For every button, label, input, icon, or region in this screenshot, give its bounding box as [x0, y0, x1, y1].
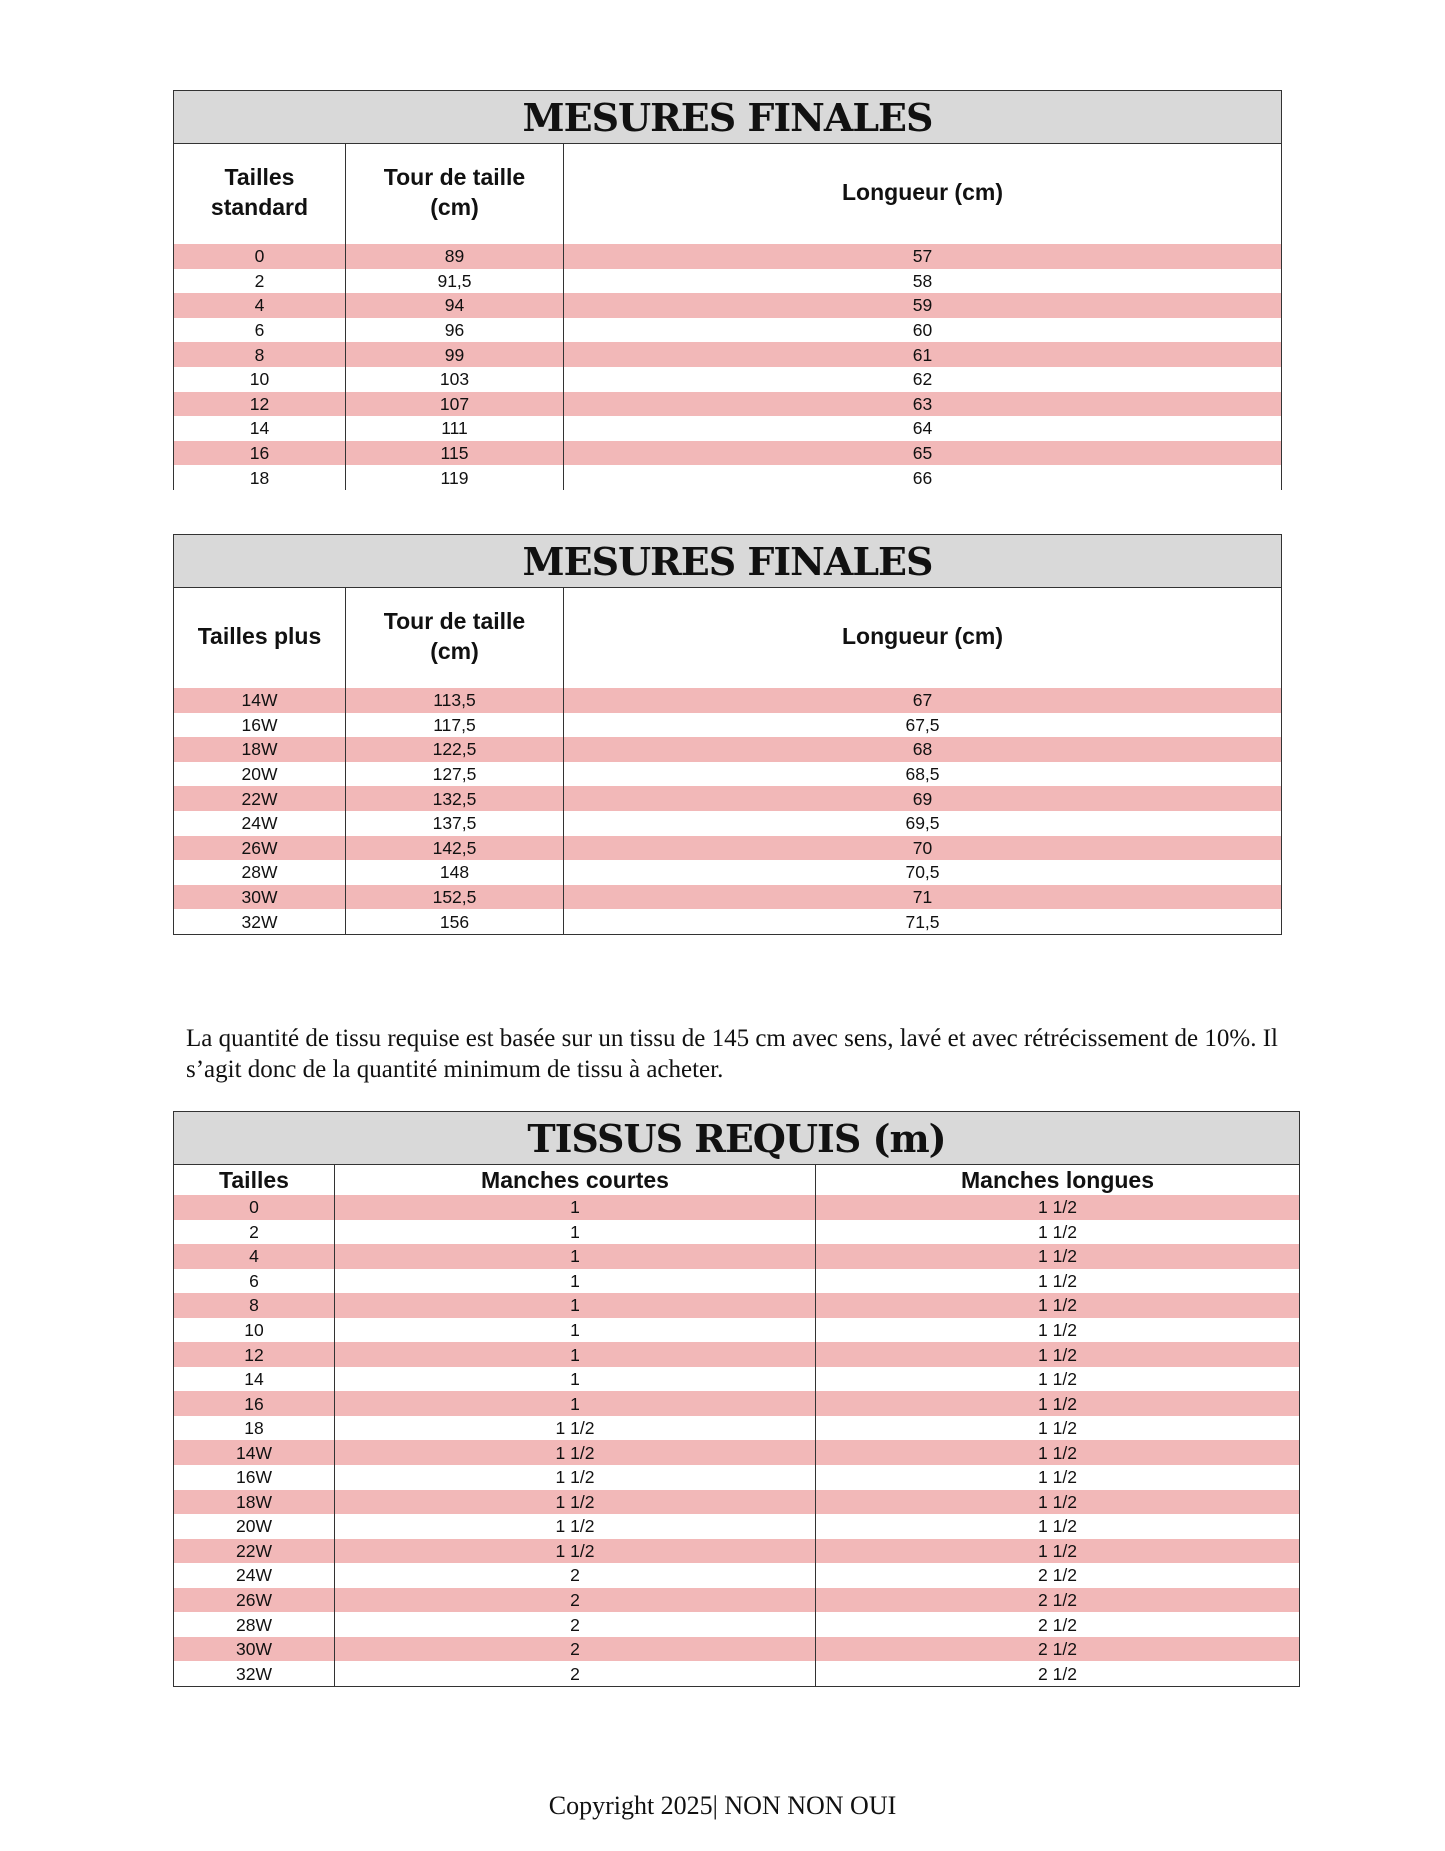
table-cell: 1 1/2 — [816, 1195, 1300, 1220]
table-row — [174, 244, 1282, 269]
table-cell: 1 — [335, 1293, 816, 1318]
table-cell: 156 — [346, 909, 564, 934]
table-cell: 0 — [174, 244, 346, 269]
table-cell: 107 — [346, 392, 564, 417]
table-cell: 1 1/2 — [816, 1539, 1300, 1564]
table-cell: 69,5 — [564, 811, 1282, 836]
table-cell: 4 — [174, 293, 346, 318]
table-cell: 1 1/2 — [816, 1416, 1300, 1441]
table-cell: 1 — [335, 1367, 816, 1392]
table-cell: 30W — [174, 1637, 335, 1662]
table-row — [174, 392, 1282, 417]
table-row — [174, 1220, 1300, 1245]
table-cell: 1 1/2 — [816, 1391, 1300, 1416]
table-row — [174, 688, 1282, 713]
col-header-sizes: Tailles plus — [174, 588, 346, 679]
table-row — [174, 1465, 1300, 1490]
table-cell: 24W — [174, 811, 346, 836]
table-cell: 2 — [335, 1637, 816, 1662]
table-cell: 16W — [174, 1465, 335, 1490]
table-row — [174, 1514, 1300, 1539]
fabric-note: La quantité de tissu requise est basée sur un tissu de 145 cm avec sens, lavé et avec rétrécissement de 10%. Il s’agit donc de la quantité minimum de tissu à acheter. — [186, 1025, 1278, 1083]
table-row — [174, 1637, 1300, 1662]
table-cell: 1 — [335, 1342, 816, 1367]
table-row — [174, 836, 1282, 861]
table-cell: 67 — [564, 688, 1282, 713]
col-header-long-sleeves: Manches longues — [816, 1165, 1300, 1196]
table-cell: 28W — [174, 1612, 335, 1637]
table-cell: 61 — [564, 342, 1282, 367]
table-cell: 14 — [174, 416, 346, 441]
table-cell: 22W — [174, 786, 346, 811]
table-cell: 70 — [564, 836, 1282, 861]
table-cell: 99 — [346, 342, 564, 367]
table-cell: 18W — [174, 1490, 335, 1515]
table-cell: 2 1/2 — [816, 1637, 1300, 1662]
table-cell: 63 — [564, 392, 1282, 417]
table-cell: 26W — [174, 1588, 335, 1613]
table-cell: 22W — [174, 1539, 335, 1564]
table-row — [174, 1612, 1300, 1637]
col-header-waist: Tour de taille (cm) — [346, 144, 564, 235]
copyright-footer: Copyright 2025| NON NON OUI — [548, 1791, 897, 1820]
table-row — [174, 1244, 1300, 1269]
table-cell: 71,5 — [564, 909, 1282, 934]
table-cell: 1 1/2 — [335, 1490, 816, 1515]
table-cell: 1 1/2 — [335, 1539, 816, 1564]
table-cell: 91,5 — [346, 269, 564, 294]
table-row — [174, 1293, 1300, 1318]
table-cell: 2 — [335, 1612, 816, 1637]
table-cell: 1 1/2 — [816, 1465, 1300, 1490]
table-cell: 24W — [174, 1563, 335, 1588]
measurements-plus-body — [174, 535, 1282, 935]
table-cell: 16 — [174, 1391, 335, 1416]
table-cell: 2 — [174, 1220, 335, 1245]
table-cell: 59 — [564, 293, 1282, 318]
table-cell: 8 — [174, 1293, 335, 1318]
table-row — [174, 1269, 1300, 1294]
table-cell: 1 1/2 — [816, 1318, 1300, 1343]
table-cell: 65 — [564, 441, 1282, 466]
table-cell: 1 1/2 — [816, 1269, 1300, 1294]
table-cell: 127,5 — [346, 762, 564, 787]
table-title: TISSUS REQUIS (m) — [174, 1112, 1300, 1165]
table-cell: 152,5 — [346, 885, 564, 910]
measurements-plus-table — [173, 534, 1282, 935]
table-cell: 10 — [174, 1318, 335, 1343]
table-cell: 14W — [174, 1440, 335, 1465]
table-cell: 26W — [174, 836, 346, 861]
table-cell: 2 1/2 — [816, 1588, 1300, 1613]
table-row — [174, 1588, 1300, 1613]
table-cell: 2 1/2 — [816, 1563, 1300, 1588]
table-cell: 14W — [174, 688, 346, 713]
table-cell: 64 — [564, 416, 1282, 441]
table-cell: 1 — [335, 1244, 816, 1269]
col-header-length: Longueur (cm) — [564, 144, 1282, 235]
table-cell: 70,5 — [564, 860, 1282, 885]
table-cell: 66 — [564, 465, 1282, 490]
table-cell: 111 — [346, 416, 564, 441]
table-cell: 89 — [346, 244, 564, 269]
table-cell: 1 1/2 — [335, 1440, 816, 1465]
table-cell: 142,5 — [346, 836, 564, 861]
table-row — [174, 367, 1282, 392]
table-row — [174, 811, 1282, 836]
fabric-required-table — [173, 1111, 1300, 1687]
table-cell: 1 1/2 — [816, 1342, 1300, 1367]
table-row — [174, 737, 1282, 762]
table-row — [174, 786, 1282, 811]
table-cell: 6 — [174, 318, 346, 343]
table-title: MESURES FINALES — [174, 91, 1282, 144]
table-cell: 28W — [174, 860, 346, 885]
table-row — [174, 318, 1282, 343]
table-cell: 18W — [174, 737, 346, 762]
col-header-short-sleeves: Manches courtes — [335, 1165, 816, 1196]
table-cell: 20W — [174, 1514, 335, 1539]
table-cell: 1 — [335, 1220, 816, 1245]
table-cell: 32W — [174, 909, 346, 934]
table-cell: 1 1/2 — [335, 1465, 816, 1490]
table-cell: 1 1/2 — [816, 1440, 1300, 1465]
table-cell: 1 — [335, 1318, 816, 1343]
table-cell: 1 1/2 — [816, 1367, 1300, 1392]
table-cell: 137,5 — [346, 811, 564, 836]
table-cell: 68 — [564, 737, 1282, 762]
table-row — [174, 1391, 1300, 1416]
table-cell: 10 — [174, 367, 346, 392]
table-row — [174, 1367, 1300, 1392]
table-cell: 1 1/2 — [816, 1220, 1300, 1245]
table-cell: 103 — [346, 367, 564, 392]
table-cell: 16 — [174, 441, 346, 466]
table-row — [174, 909, 1282, 934]
table-cell: 2 — [335, 1661, 816, 1686]
table-cell: 1 — [335, 1391, 816, 1416]
fabric-required-body — [174, 1112, 1300, 1687]
table-cell: 2 1/2 — [816, 1612, 1300, 1637]
table-cell: 2 — [335, 1588, 816, 1613]
table-cell: 32W — [174, 1661, 335, 1686]
table-title: MESURES FINALES — [174, 535, 1282, 588]
table-cell: 148 — [346, 860, 564, 885]
table-row — [174, 860, 1282, 885]
table-cell: 1 1/2 — [335, 1514, 816, 1539]
table-row — [174, 1416, 1300, 1441]
col-header-waist: Tour de taille (cm) — [346, 588, 564, 679]
table-cell: 58 — [564, 269, 1282, 294]
table-cell: 119 — [346, 465, 564, 490]
table-cell: 2 — [174, 269, 346, 294]
col-header-sizes: Tailles — [174, 1165, 335, 1196]
table-cell: 1 1/2 — [816, 1514, 1300, 1539]
table-row — [174, 465, 1282, 490]
table-cell: 60 — [564, 318, 1282, 343]
table-cell: 96 — [346, 318, 564, 343]
table-cell: 2 1/2 — [816, 1661, 1300, 1686]
table-row — [174, 1563, 1300, 1588]
table-cell: 0 — [174, 1195, 335, 1220]
table-row — [174, 1440, 1300, 1465]
table-cell: 71 — [564, 885, 1282, 910]
table-cell: 94 — [346, 293, 564, 318]
table-cell: 69 — [564, 786, 1282, 811]
table-cell: 2 — [335, 1563, 816, 1588]
table-cell: 1 — [335, 1269, 816, 1294]
table-cell: 12 — [174, 392, 346, 417]
table-cell: 6 — [174, 1269, 335, 1294]
table-row — [174, 1318, 1300, 1343]
table-cell: 1 1/2 — [335, 1416, 816, 1441]
table-cell: 1 — [335, 1195, 816, 1220]
table-cell: 30W — [174, 885, 346, 910]
measurements-standard-table — [173, 90, 1282, 490]
table-row — [174, 1539, 1300, 1564]
table-cell: 62 — [564, 367, 1282, 392]
table-cell: 1 1/2 — [816, 1244, 1300, 1269]
table-cell: 1 1/2 — [816, 1490, 1300, 1515]
table-cell: 14 — [174, 1367, 335, 1392]
table-cell: 18 — [174, 1416, 335, 1441]
table-cell: 68,5 — [564, 762, 1282, 787]
table-row — [174, 269, 1282, 294]
table-cell: 18 — [174, 465, 346, 490]
table-cell: 113,5 — [346, 688, 564, 713]
table-cell: 8 — [174, 342, 346, 367]
table-row — [174, 762, 1282, 787]
table-cell: 4 — [174, 1244, 335, 1269]
table-cell: 16W — [174, 713, 346, 738]
table-cell: 57 — [564, 244, 1282, 269]
table-cell: 117,5 — [346, 713, 564, 738]
col-header-length: Longueur (cm) — [564, 588, 1282, 679]
table-cell: 20W — [174, 762, 346, 787]
table-cell: 115 — [346, 441, 564, 466]
table-row — [174, 441, 1282, 466]
table-cell: 132,5 — [346, 786, 564, 811]
col-header-sizes: Tailles standard — [174, 144, 346, 235]
table-row — [174, 1661, 1300, 1686]
table-cell: 67,5 — [564, 713, 1282, 738]
table-cell: 12 — [174, 1342, 335, 1367]
table-row — [174, 1195, 1300, 1220]
table-row — [174, 293, 1282, 318]
table-row — [174, 713, 1282, 738]
measurements-standard-body — [174, 91, 1282, 490]
table-row — [174, 342, 1282, 367]
table-row — [174, 416, 1282, 441]
table-row — [174, 1490, 1300, 1515]
table-cell: 1 1/2 — [816, 1293, 1300, 1318]
table-row — [174, 1342, 1300, 1367]
table-cell: 122,5 — [346, 737, 564, 762]
table-row — [174, 885, 1282, 910]
